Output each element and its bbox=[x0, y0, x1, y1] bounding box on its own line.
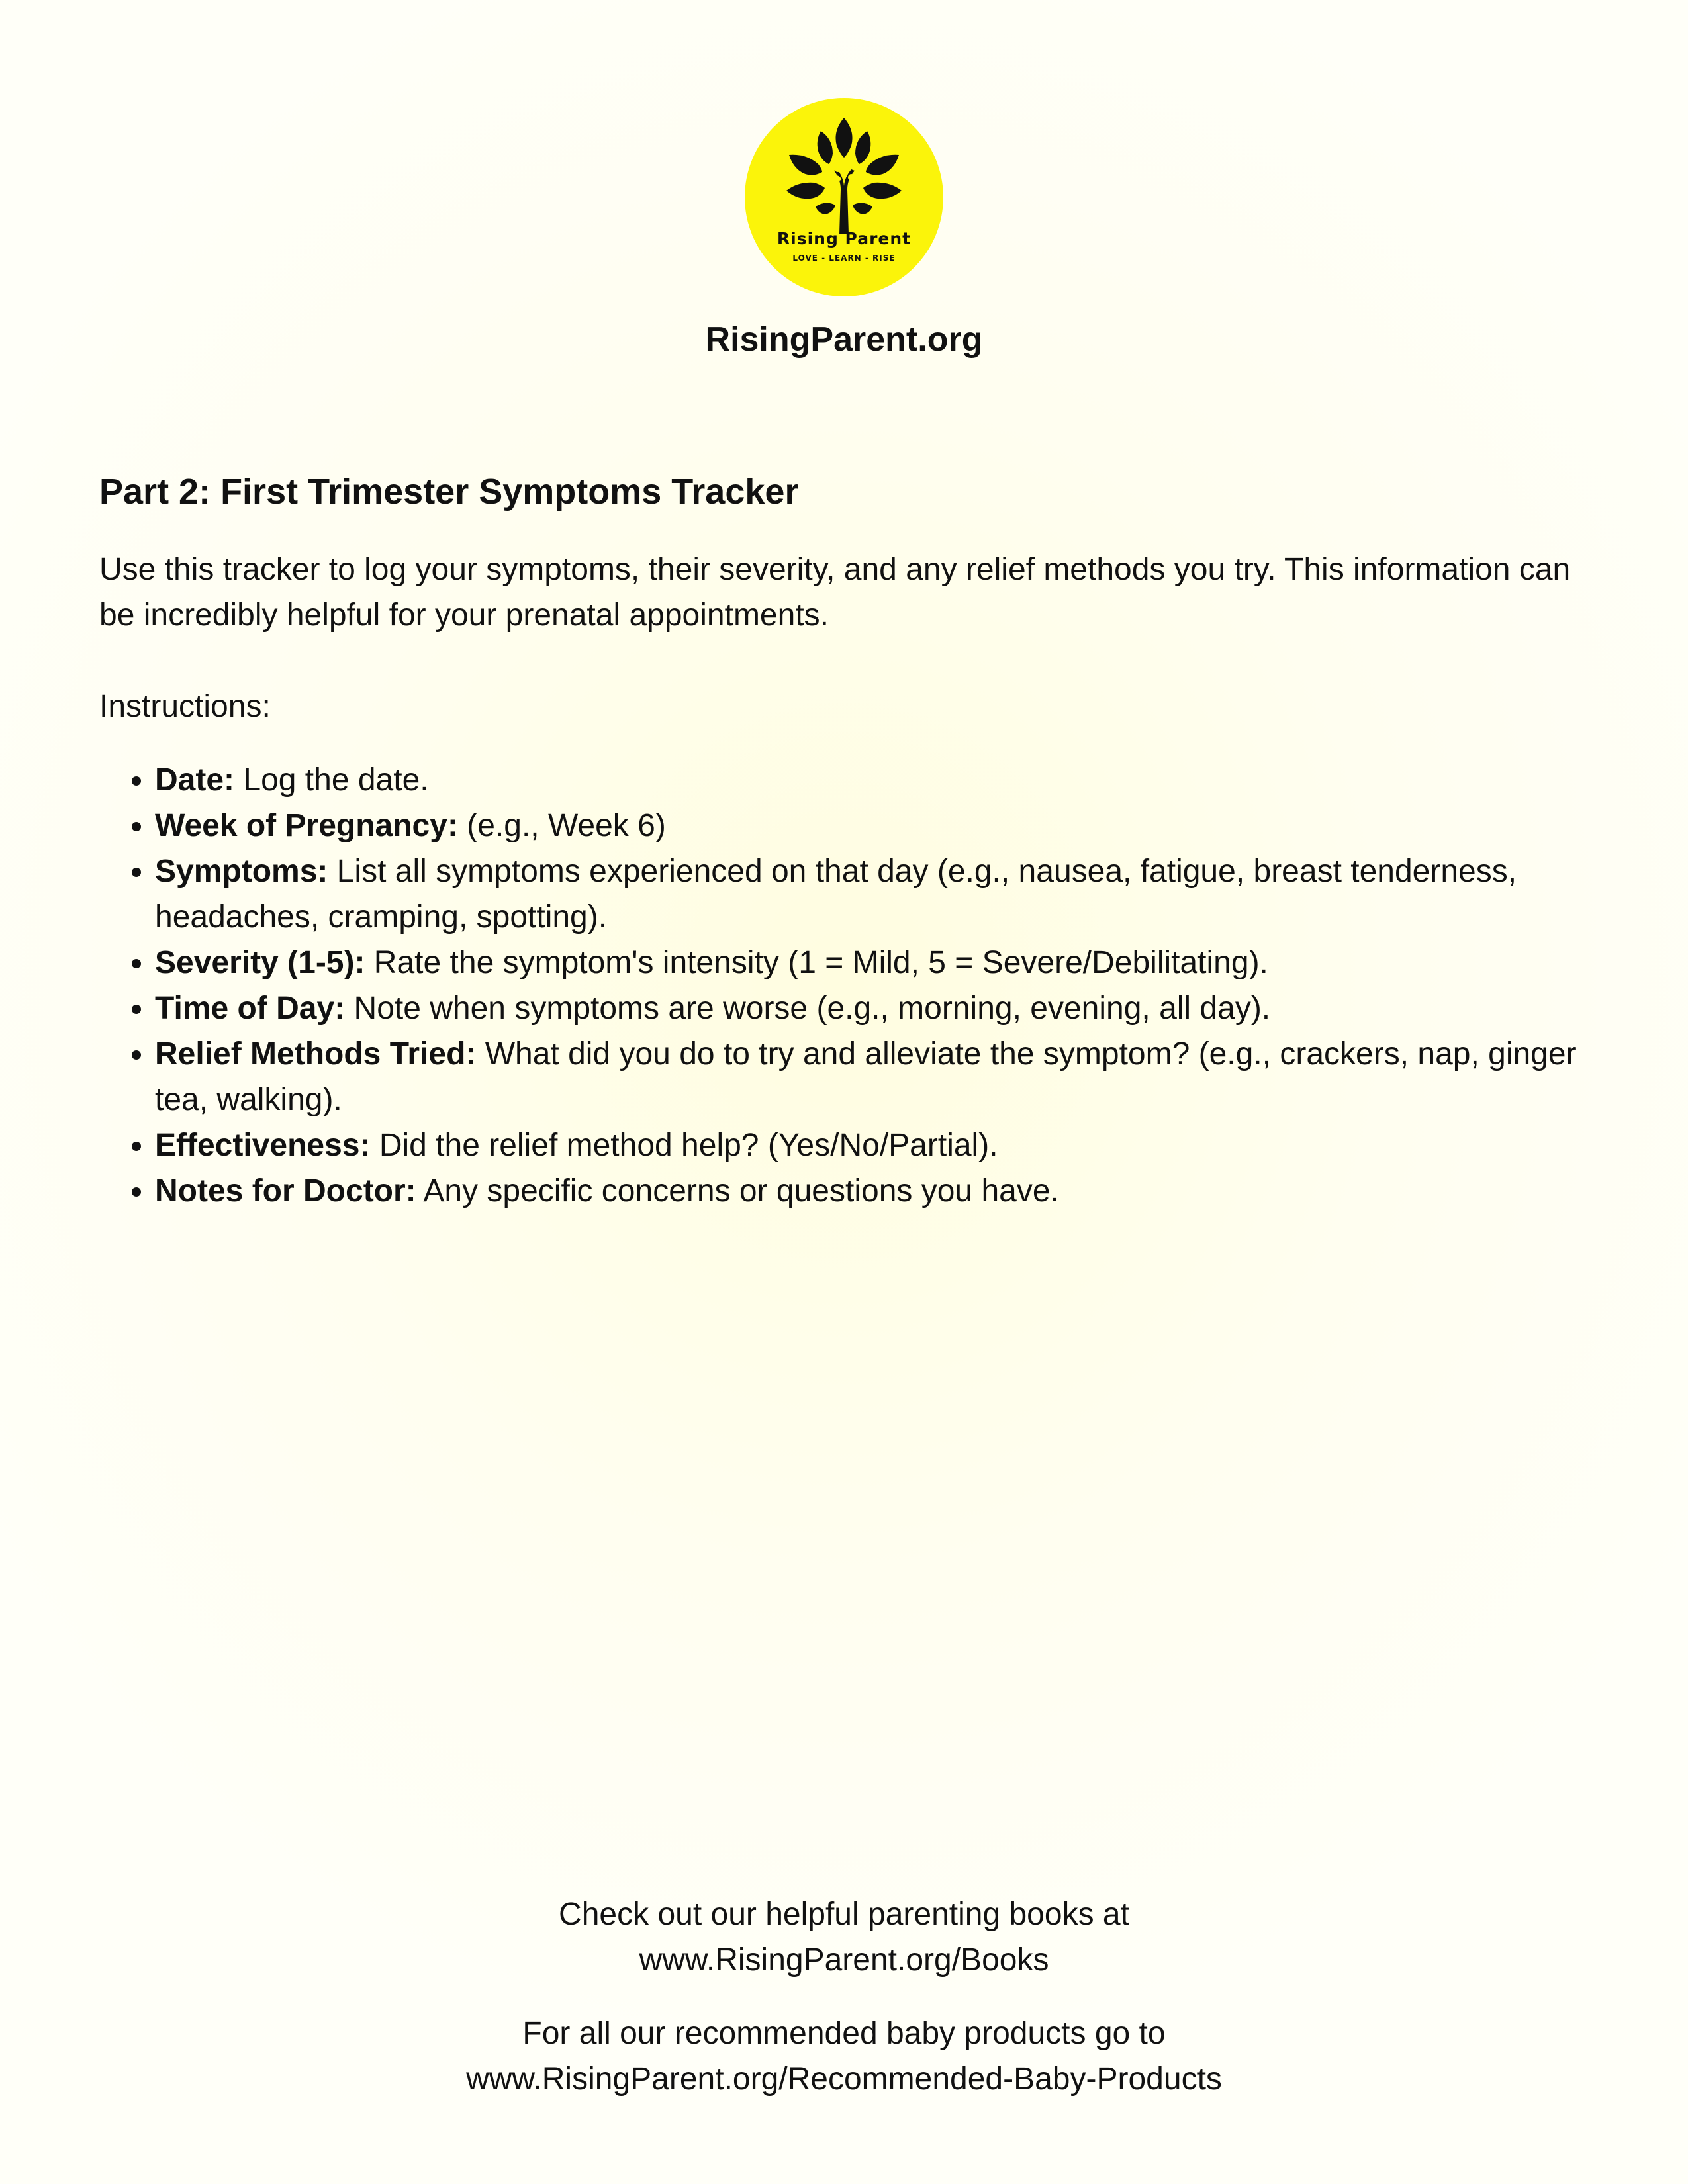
logo-circle bbox=[745, 98, 943, 296]
list-item bbox=[155, 1168, 1589, 1214]
rising-parent-logo bbox=[745, 98, 943, 296]
instruction-term: Time of Day: bbox=[155, 991, 346, 1026]
footer bbox=[0, 1891, 1688, 2102]
list-item bbox=[155, 940, 1589, 985]
instruction-text: Rate the symptom's intensity (1 = Mild, 5 = Severe/Debilitating). bbox=[365, 945, 1268, 980]
instruction-term: Symptoms: bbox=[155, 854, 328, 889]
instruction-term: Date: bbox=[155, 762, 235, 797]
footer-products-text: For all our recommended baby products go to bbox=[522, 2016, 1166, 2051]
instructions-label: Instructions: bbox=[99, 689, 271, 724]
logo-name: Rising Parent bbox=[776, 229, 912, 248]
tree-family-icon bbox=[774, 116, 914, 236]
instruction-term: Relief Methods Tried: bbox=[155, 1036, 477, 1071]
section-heading: Part 2: First Trimester Symptoms Tracker bbox=[99, 472, 799, 512]
instruction-text: Note when symptoms are worse (e.g., morning, evening, all day). bbox=[345, 991, 1271, 1026]
instruction-term: Effectiveness: bbox=[155, 1128, 371, 1163]
logo-tagline: LOVE - LEARN - RISE bbox=[792, 253, 896, 263]
footer-products-link[interactable]: www.RisingParent.org/Recommended-Baby-Products bbox=[466, 2062, 1222, 2097]
site-title: RisingParent.org bbox=[705, 320, 983, 359]
instruction-text: Any specific concerns or questions you have. bbox=[416, 1173, 1059, 1208]
instruction-text: List all symptoms experienced on that day (e.g., nausea, fatigue, breast tenderness, headaches, cramping, spotting). bbox=[155, 854, 1517, 934]
list-item bbox=[155, 985, 1589, 1031]
instruction-text: Did the relief method help? (Yes/No/Partial). bbox=[370, 1128, 998, 1163]
intro-paragraph: Use this tracker to log your symptoms, their severity, and any relief methods you try. This information can be incredibly helpful for your prenatal appointments. bbox=[99, 552, 1571, 633]
list-item bbox=[155, 757, 1589, 803]
list-item bbox=[155, 803, 1589, 848]
footer-books-link[interactable]: www.RisingParent.org/Books bbox=[639, 1942, 1049, 1978]
list-item bbox=[155, 848, 1589, 940]
main-content bbox=[99, 469, 1589, 1214]
instruction-text: What did you do to try and alleviate the symptom? (e.g., crackers, nap, ginger tea, walking). bbox=[155, 1036, 1577, 1117]
instruction-term: Week of Pregnancy: bbox=[155, 808, 458, 843]
footer-books-text: Check out our helpful parenting books at bbox=[559, 1897, 1129, 1932]
instruction-term: Notes for Doctor: bbox=[155, 1173, 416, 1208]
instruction-text: Log the date. bbox=[234, 762, 429, 797]
instruction-term: Severity (1-5): bbox=[155, 945, 365, 980]
list-item bbox=[155, 1031, 1589, 1122]
instructions-list bbox=[99, 757, 1589, 1214]
list-item bbox=[155, 1122, 1589, 1168]
instruction-text: (e.g., Week 6) bbox=[457, 808, 666, 843]
